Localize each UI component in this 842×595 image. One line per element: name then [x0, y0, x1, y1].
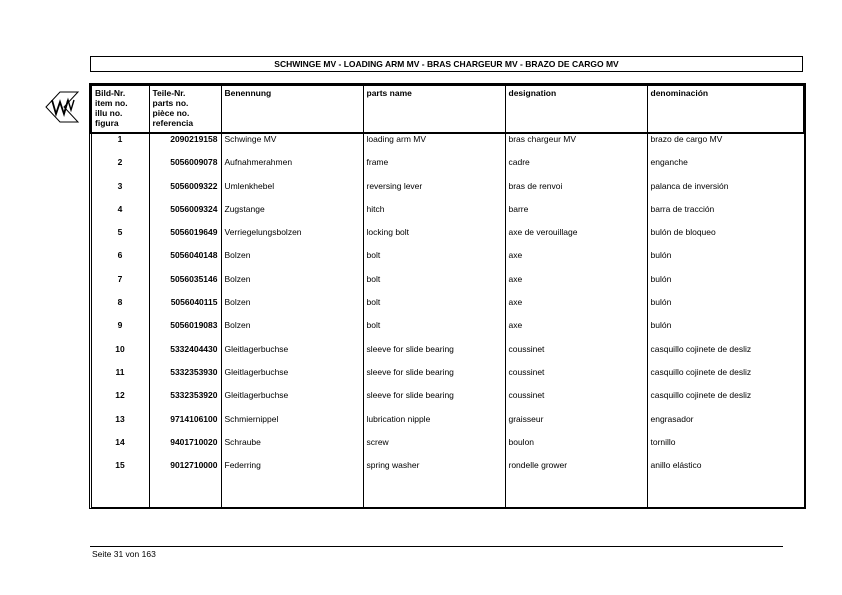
page-title: SCHWINGE MV - LOADING ARM MV - BRAS CHARGEUR MV - BRAZO DE CARGO MV: [90, 56, 803, 72]
designation-cell: boulon: [505, 437, 647, 460]
benennung-cell: Zugstange: [221, 204, 363, 227]
parts-name-cell: frame: [363, 157, 505, 180]
designation-cell: bras chargeur MV: [505, 133, 647, 157]
page-number: Seite 31 von 163: [92, 549, 156, 559]
part-number-cell: 5056035146: [149, 274, 221, 297]
part-number-cell: 5056009322: [149, 181, 221, 204]
designation-cell: graisseur: [505, 414, 647, 437]
parts-name-cell: bolt: [363, 274, 505, 297]
designation-cell: barre: [505, 204, 647, 227]
benennung-cell: Gleitlagerbuchse: [221, 367, 363, 390]
table-row: [91, 297, 804, 320]
benennung-cell: Umlenkhebel: [221, 181, 363, 204]
empty-cell: [505, 483, 647, 507]
item-number-cell: 5: [91, 227, 149, 250]
table-row: [91, 250, 804, 273]
benennung-cell: Aufnahmerahmen: [221, 157, 363, 180]
table-row: [91, 133, 804, 157]
benennung-cell: Schmiernippel: [221, 414, 363, 437]
parts-table: [90, 84, 805, 508]
item-number-cell: 10: [91, 344, 149, 367]
parts-name-cell: hitch: [363, 204, 505, 227]
denominacion-cell: casquillo cojinete de desliz: [647, 367, 804, 390]
table-row: [91, 227, 804, 250]
item-number-cell: 11: [91, 367, 149, 390]
designation-cell: axe: [505, 297, 647, 320]
header-denominacion: denominación: [647, 85, 804, 133]
part-number-cell: 5056040115: [149, 297, 221, 320]
item-number-cell: 8: [91, 297, 149, 320]
parts-name-cell: reversing lever: [363, 181, 505, 204]
designation-cell: axe: [505, 274, 647, 297]
designation-cell: axe: [505, 320, 647, 343]
benennung-cell: Bolzen: [221, 250, 363, 273]
part-number-cell: 5056009324: [149, 204, 221, 227]
benennung-cell: Federring: [221, 460, 363, 483]
empty-cell: [363, 483, 505, 507]
denominacion-cell: engrasador: [647, 414, 804, 437]
denominacion-cell: barra de tracción: [647, 204, 804, 227]
item-number-cell: 6: [91, 250, 149, 273]
benennung-cell: Bolzen: [221, 297, 363, 320]
designation-cell: coussinet: [505, 390, 647, 413]
parts-name-cell: bolt: [363, 297, 505, 320]
denominacion-cell: bulón: [647, 274, 804, 297]
table-row: [91, 460, 804, 483]
table-row: [91, 344, 804, 367]
denominacion-cell: casquillo cojinete de desliz: [647, 344, 804, 367]
benennung-cell: Gleitlagerbuchse: [221, 390, 363, 413]
part-number-cell: 5056019083: [149, 320, 221, 343]
designation-cell: rondelle grower: [505, 460, 647, 483]
parts-name-cell: sleeve for slide bearing: [363, 367, 505, 390]
denominacion-cell: casquillo cojinete de desliz: [647, 390, 804, 413]
parts-name-cell: sleeve for slide bearing: [363, 344, 505, 367]
table-row: [91, 390, 804, 413]
designation-cell: cadre: [505, 157, 647, 180]
parts-name-cell: bolt: [363, 320, 505, 343]
denominacion-cell: enganche: [647, 157, 804, 180]
part-number-cell: 5056009078: [149, 157, 221, 180]
denominacion-cell: bulón: [647, 250, 804, 273]
header-designation: designation: [505, 85, 647, 133]
benennung-cell: Schraube: [221, 437, 363, 460]
item-number-cell: 13: [91, 414, 149, 437]
table-row: [91, 320, 804, 343]
designation-cell: axe: [505, 250, 647, 273]
empty-cell: [91, 483, 149, 507]
designation-cell: coussinet: [505, 344, 647, 367]
item-number-cell: 12: [91, 390, 149, 413]
parts-name-cell: locking bolt: [363, 227, 505, 250]
designation-cell: bras de renvoi: [505, 181, 647, 204]
footer-divider: [90, 546, 783, 547]
header-benennung: Benennung: [221, 85, 363, 133]
denominacion-cell: palanca de inversión: [647, 181, 804, 204]
part-number-cell: 5332353920: [149, 390, 221, 413]
benennung-cell: Verriegelungsbolzen: [221, 227, 363, 250]
denominacion-cell: bulón: [647, 320, 804, 343]
part-number-cell: 5056040148: [149, 250, 221, 273]
parts-name-cell: loading arm MV: [363, 133, 505, 157]
denominacion-cell: anillo elástico: [647, 460, 804, 483]
table-row: [91, 414, 804, 437]
table-row: [91, 204, 804, 227]
parts-name-cell: lubrication nipple: [363, 414, 505, 437]
empty-cell: [149, 483, 221, 507]
header-parts-name: parts name: [363, 85, 505, 133]
denominacion-cell: bulón de bloqueo: [647, 227, 804, 250]
item-number-cell: 7: [91, 274, 149, 297]
part-number-cell: 9714106100: [149, 414, 221, 437]
parts-name-cell: spring washer: [363, 460, 505, 483]
part-number-cell: 9012710000: [149, 460, 221, 483]
parts-name-cell: screw: [363, 437, 505, 460]
table-row: [91, 157, 804, 180]
table-header-row: [91, 85, 804, 133]
item-number-cell: 14: [91, 437, 149, 460]
benennung-cell: Bolzen: [221, 320, 363, 343]
denominacion-cell: bulón: [647, 297, 804, 320]
part-number-cell: 5332353930: [149, 367, 221, 390]
parts-name-cell: bolt: [363, 250, 505, 273]
part-number-cell: 5332404430: [149, 344, 221, 367]
table-row: [91, 367, 804, 390]
part-number-cell: 2090219158: [149, 133, 221, 157]
item-number-cell: 3: [91, 181, 149, 204]
item-number-cell: 2: [91, 157, 149, 180]
part-number-cell: 5056019649: [149, 227, 221, 250]
parts-name-cell: sleeve for slide bearing: [363, 390, 505, 413]
table-filler-row: [91, 483, 804, 507]
item-number-cell: 9: [91, 320, 149, 343]
part-number-cell: 9401710020: [149, 437, 221, 460]
table-row: [91, 181, 804, 204]
benennung-cell: Schwinge MV: [221, 133, 363, 157]
header-part-no: Teile-Nr. parts no. pièce no. referencia: [149, 85, 221, 133]
designation-cell: coussinet: [505, 367, 647, 390]
header-item-no: Bild-Nr. item no. illu no. figura: [91, 85, 149, 133]
denominacion-cell: brazo de cargo MV: [647, 133, 804, 157]
item-number-cell: 1: [91, 133, 149, 157]
empty-cell: [221, 483, 363, 507]
item-number-cell: 4: [91, 204, 149, 227]
benennung-cell: Gleitlagerbuchse: [221, 344, 363, 367]
item-number-cell: 15: [91, 460, 149, 483]
benennung-cell: Bolzen: [221, 274, 363, 297]
table-row: [91, 437, 804, 460]
denominacion-cell: tornillo: [647, 437, 804, 460]
empty-cell: [647, 483, 804, 507]
table-row: [91, 274, 804, 297]
designation-cell: axe de verouillage: [505, 227, 647, 250]
company-logo-icon: [44, 88, 80, 126]
